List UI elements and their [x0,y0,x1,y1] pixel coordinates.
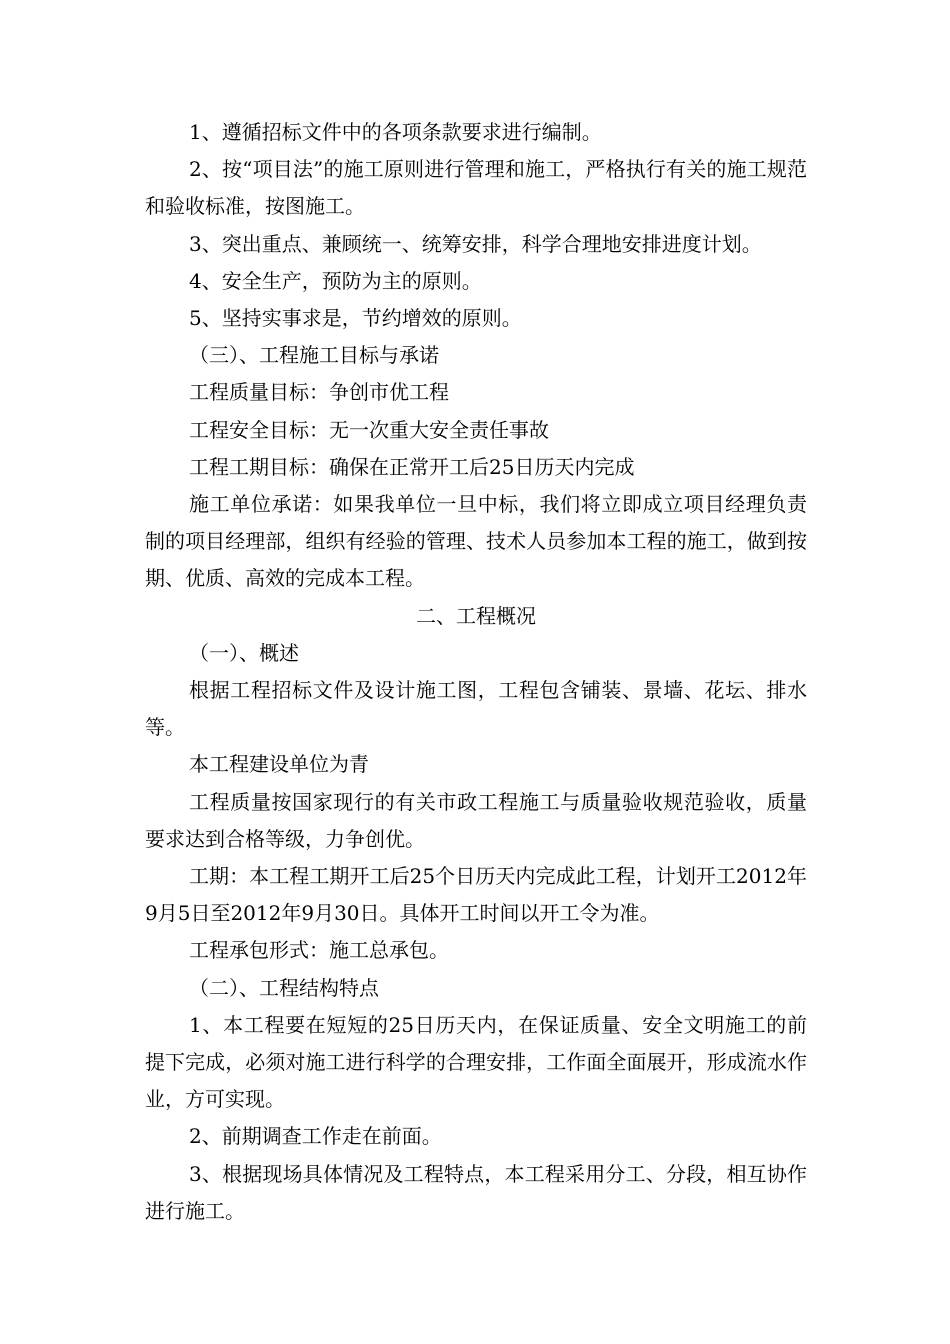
schedule-goal: 工程工期目标：确保在正常开工后25日历天内完成 [189,454,635,479]
quality-paragraph: 工程质量按国家现行的有关市政工程施工与质量验收规范验收，质量要求达到合格等级，力争创优。 [145,789,807,851]
section-heading-goals: （三）、工程施工目标与承诺 [189,343,439,368]
principle-4: 4、安全生产，预防为主的原则。 [189,268,482,293]
contract-form-paragraph: 工程承包形式：施工总承包。 [189,938,449,963]
principle-2: 2、按“项目法”的施工原则进行管理和施工，严格执行有关的施工规范和验收标准，按图施工。 [145,157,807,219]
safety-goal: 工程安全目标：无一次重大安全责任事故 [189,417,549,442]
scope-paragraph: 根据工程招标文件及设计施工图，工程包含铺装、景墙、花坛、排水等。 [145,678,807,740]
principle-5: 5、坚持实事求是，节约增效的原则。 [189,306,522,331]
chapter-heading-overview: 二、工程概况 [416,603,536,628]
principle-3: 3、突出重点、兼顾统一、统筹安排，科学合理地安排进度计划。 [189,231,762,256]
owner-paragraph: 本工程建设单位为青 [189,752,369,777]
principle-1: 1、遵循招标文件中的各项条款要求进行编制。 [189,120,602,144]
section-heading-summary: （一）、概述 [189,640,299,665]
feature-1: 1、本工程要在短短的25日历天内，在保证质量、安全文明施工的前提下完成，必须对施工进行科学的合理安排，工作面全面展开，形成流水作业，方可实现。 [145,1012,807,1112]
contractor-commitment: 施工单位承诺：如果我单位一旦中标，我们将立即成立项目经理负责制的项目经理部，组织有经验的管理、技术人员参加本工程的施工，做到按期、优质、高效的完成本工程。 [145,492,807,591]
quality-goal: 工程质量目标：争创市优工程 [189,380,449,405]
feature-2: 2、前期调查工作走在前面。 [189,1124,442,1149]
duration-paragraph: 工期：本工程工期开工后25个日历天内完成此工程，计划开工2012年9月5日至2012年9月30日。具体开工时间以开工令为准。 [145,864,807,926]
document-page [145,114,807,1230]
section-heading-features: （二）、工程结构特点 [189,975,379,1000]
feature-3: 3、根据现场具体情况及工程特点，本工程采用分工、分段，相互协作进行施工。 [145,1161,807,1223]
